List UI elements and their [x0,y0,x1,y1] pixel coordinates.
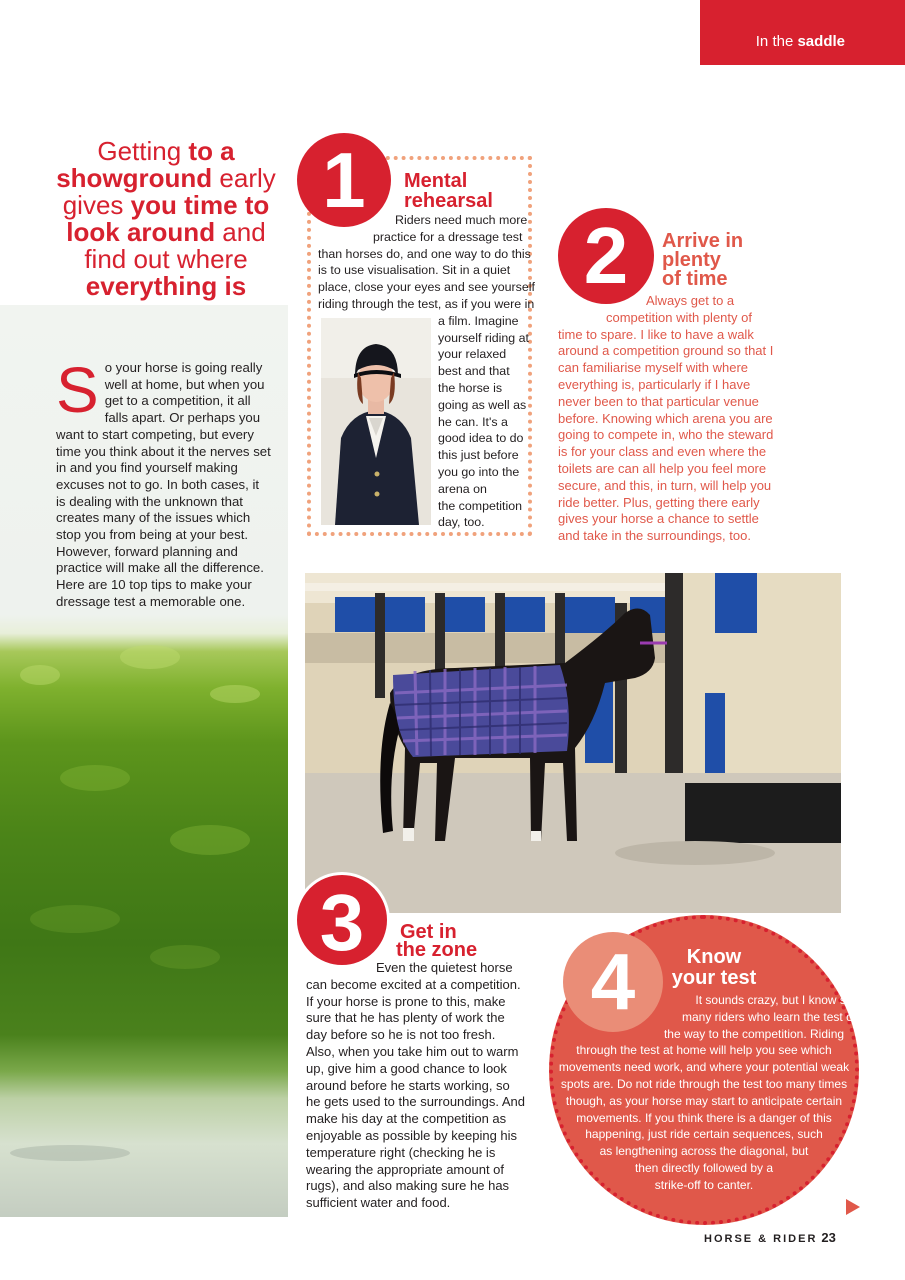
intro-text: o your horse is going really well at home, but when you get to a competition, it all falls apart. Or perhaps you want to start competing, but every time you think about it the nerves set in and you find yourself making excuses not to go. In both cases, it is dealing with the unknown that creates many of the issues which stop you from being at your best. However, forward planning and practice will make all the difference. Here are 10 top tips to make your dressage test a memorable one. [56,360,271,609]
tip-2-heading: Arrive in plenty of time [662,230,744,290]
page-number: 23 [821,1230,836,1245]
tip-1-number: 1 [297,133,391,227]
continue-arrow-icon [846,1199,860,1215]
intro-paragraph [56,354,272,611]
tip-3-number: 3 [294,872,390,968]
tip-4-number: 4 [563,932,663,1032]
tip-2-body: Always get to a competition with plenty of time to spare. I like to have a walk around a competition ground so that I can familiarise myself with where everything is, particularly if I have never been to that particular venue before. Knowing which arena you are going to compete in, who the steward is for your class and even where the toilets are can all help you feel more secure, and this, in turn, will help you ride better. Plus, getting there early gives your horse a chance to settle and take in the surroundings, too. [558,293,774,544]
tip-4-body: It sounds crazy, but I know so many riders who learn the test on the way to the competition. Riding through the test at home will help you see which movements need work, and where your potential weak spots are. Do not ride through the test too many times though, as your horse may start to anticipate certain movements. If you think there is a danger of this happening, just ride certain sequences, such as lengthening across the diagonal, but then directly followed by a strike-off to canter. [558,993,860,1192]
tip-4-heading: Know your test [671,946,757,989]
tip-1-body: Riders need much more practice for a dressage test than horses do, and one way to do this is to use visualisation. Sit in a quiet place, close your eyes and see yourself riding through the test, as if you were in a film. Imagine yourself riding at your relaxed best and that the horse is going as well as he can. It's a good idea to do this just before you go into the arena on the competition day, too. [318,213,535,530]
headline: Getting to a showground early gives you time to look around and find out where everything is [56,136,276,301]
tip-1-heading: Mental rehearsal [404,170,493,212]
header-section-name: saddle [797,33,845,50]
drop-cap: S [56,354,99,426]
section-header-tab [700,0,905,65]
header-prefix: In the [755,33,794,50]
horse-in-rug-photo [305,573,841,913]
page-footer [704,1230,836,1245]
tip-3-body: Even the quietest horse can become excited at a competition. If your horse is prone to this, make sure that he has plenty of work the day before so he is not too fresh. Also, when you take him out to warm up, give him a good chance to look around before he starts working, so he gets used to the surroundings. And make his day at the competition as enjoyable as possible by keeping his temperature right (checking he is wearing the appropriate amount of rugs), and also making sure he has sufficient water and food. [306,960,525,1211]
tip-3-heading: Get in the zone [396,921,478,961]
magazine-name: HORSE & RIDER [704,1233,818,1245]
tip-2-number: 2 [558,208,654,304]
